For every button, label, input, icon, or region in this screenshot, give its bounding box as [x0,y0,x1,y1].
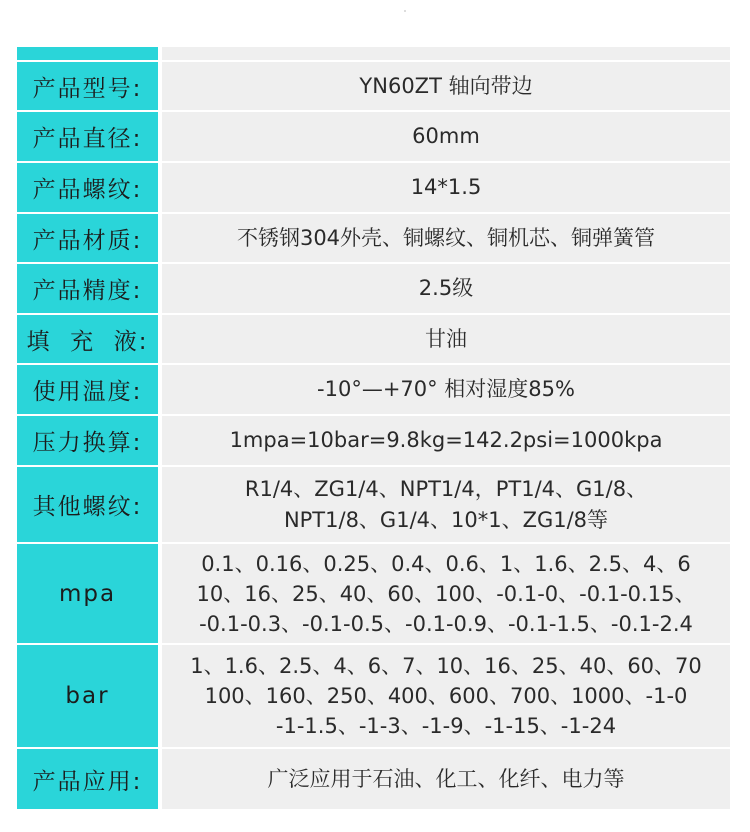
spec-row-model [17,62,730,110]
spec-label-pressure-conversion: 压力换算: [17,416,158,465]
spec-row-other-threads [17,467,730,542]
decorative-dot [404,10,406,12]
spec-row-thread [17,163,730,212]
spec-label-other-threads: 其他螺纹: [17,467,158,542]
spec-label-application: 产品应用: [17,749,158,809]
spec-label-bar: bar [17,645,158,747]
spec-value-bar-ranges: 1、1.6、2.5、4、6、7、10、16、25、40、60、70 100、160、250、400、600、700、1000、-1-0 -1-1.5、-1-3、-1-9、-1-15、-1-24 [162,645,730,747]
spec-row-pressure-conversion [17,416,730,465]
spec-row-mpa-ranges [17,544,730,643]
spec-label-thread: 产品螺纹: [17,163,158,212]
spec-row-bar-ranges [17,645,730,747]
spec-label-mpa: mpa [17,544,158,643]
spec-row-fill-liquid [17,315,730,363]
spec-value-fill-liquid: 甘油 [162,315,730,363]
spec-value [162,47,730,60]
spec-label-temperature: 使用温度: [17,365,158,414]
spec-value-thread: 14*1.5 [162,163,730,212]
spec-value-material: 不锈钢304外壳、铜螺纹、铜机芯、铜弹簧管 [162,214,730,262]
spec-value-other-threads: R1/4、ZG1/4、NPT1/4，PT1/4、G1/8、 NPT1/8、G1/4、10*1、ZG1/8等 [162,467,730,542]
spec-label-fill-liquid: 填 充 液: [17,315,158,363]
spec-value-diameter: 60mm [162,112,730,161]
spec-row-accuracy [17,264,730,313]
spec-value-accuracy: 2.5级 [162,264,730,313]
spec-row-application [17,749,730,809]
spec-label-model: 产品型号: [17,62,158,110]
spec-label-material: 产品材质: [17,214,158,262]
spec-value-mpa-ranges: 0.1、0.16、0.25、0.4、0.6、1、1.6、2.5、4、6 10、16、25、40、60、100、-0.1-0、-0.1-0.15、 -0.1-0.3、-0.1-0.5、-0.1-0.9、-0.1-1.5、-0.1-2.4 [162,544,730,643]
spec-row-header-strip [17,47,730,60]
spec-row-material [17,214,730,262]
spec-row-diameter [17,112,730,161]
spec-value-pressure-conversion: 1mpa=10bar=9.8kg=142.2psi=1000kpa [162,416,730,465]
spec-label-diameter: 产品直径: [17,112,158,161]
product-spec-table [17,47,730,809]
spec-label-accuracy: 产品精度: [17,264,158,313]
spec-row-temperature [17,365,730,414]
spec-value-model: YN60ZT 轴向带边 [162,62,730,110]
spec-label [17,47,158,60]
spec-value-application: 广泛应用于石油、化工、化纤、电力等 [162,749,730,809]
spec-value-temperature: -10°—+70° 相对湿度85% [162,365,730,414]
